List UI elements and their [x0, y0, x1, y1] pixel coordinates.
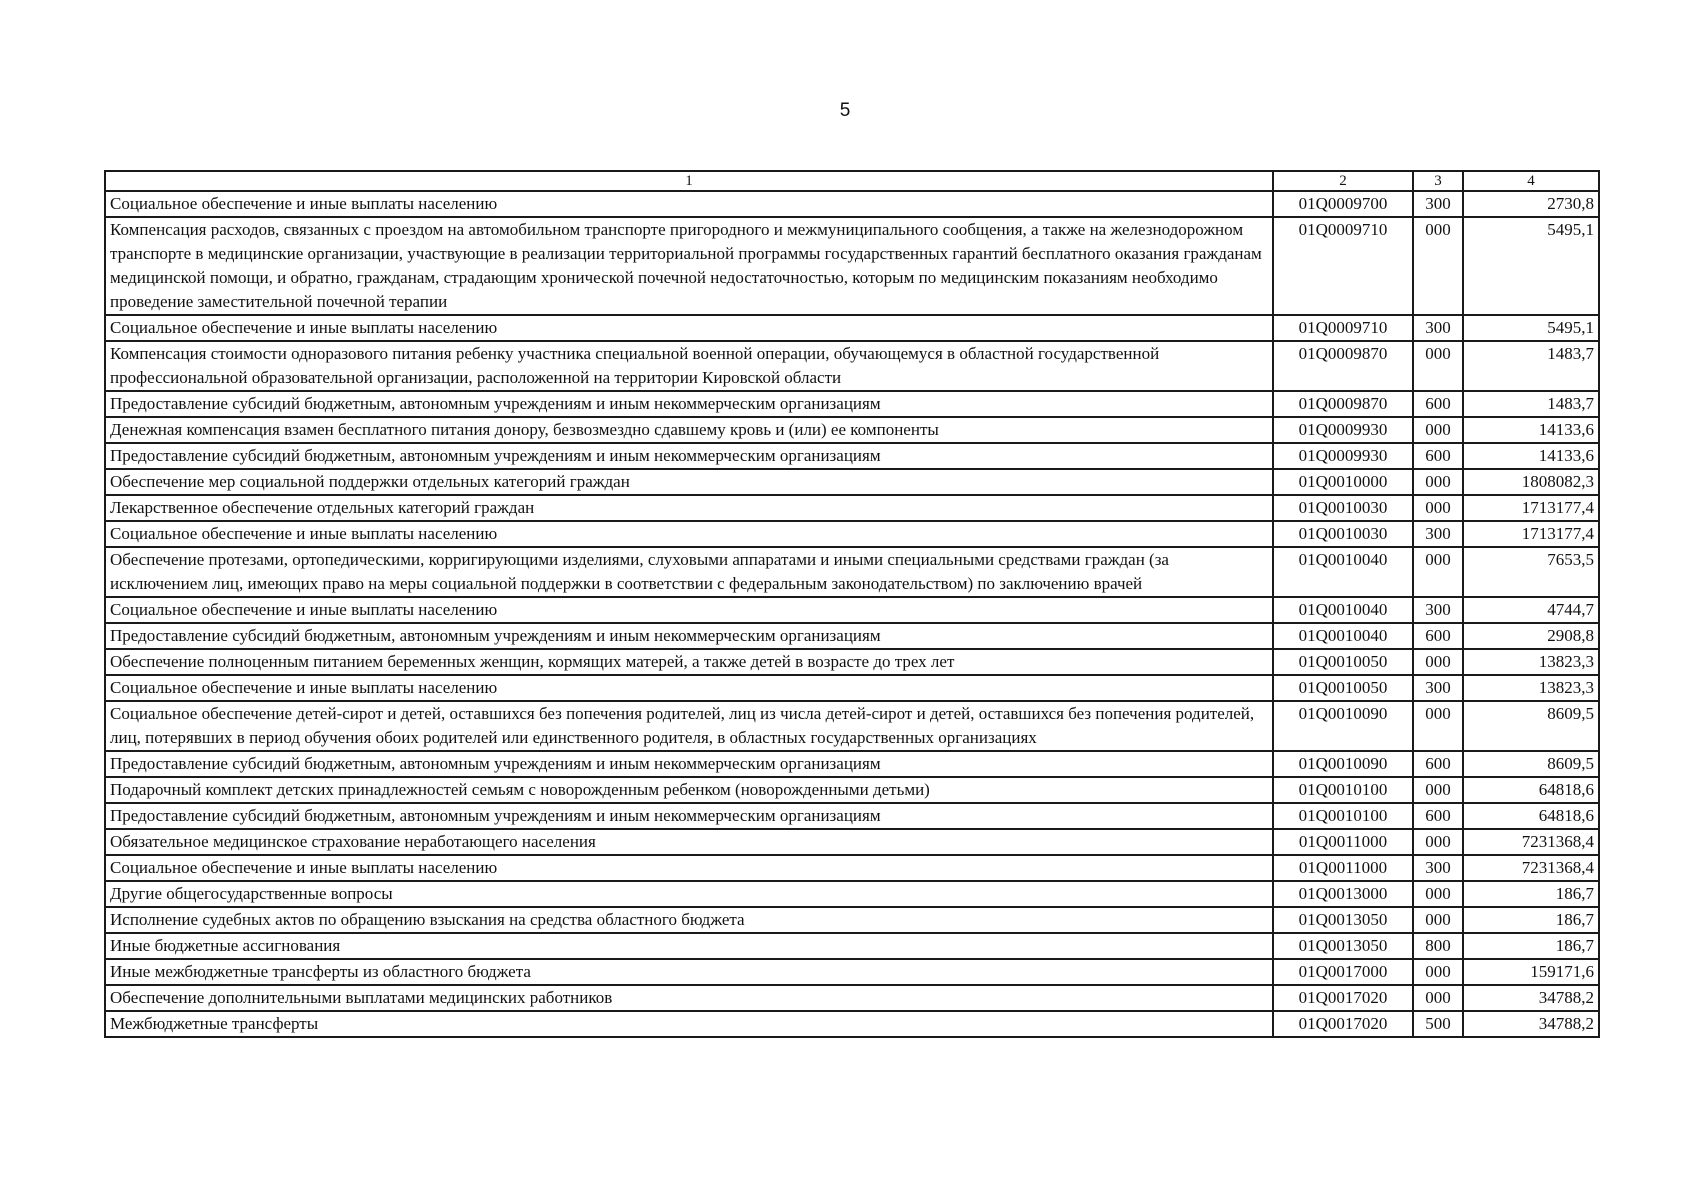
table-row [105, 315, 1599, 341]
row-description: Социальное обеспечение детей-сирот и детей, оставшихся без попечения родителей, лиц из числа детей-сирот и детей, оставшихся без попечения родителей, лиц, потерявших в период обучения обоих родителей или единственного родителя, в областных государственных организациях [105, 701, 1273, 751]
table-row [105, 881, 1599, 907]
row-type-code: 000 [1413, 777, 1463, 803]
row-type-code: 300 [1413, 597, 1463, 623]
row-type-code: 000 [1413, 495, 1463, 521]
table-row [105, 985, 1599, 1011]
row-amount: 159171,6 [1463, 959, 1599, 985]
row-code: 01Q0011000 [1273, 855, 1413, 881]
table-row [105, 803, 1599, 829]
row-code: 01Q0017020 [1273, 1011, 1413, 1037]
row-amount: 34788,2 [1463, 1011, 1599, 1037]
row-code: 01Q0009870 [1273, 391, 1413, 417]
row-amount: 186,7 [1463, 933, 1599, 959]
row-code: 01Q0010100 [1273, 777, 1413, 803]
table-row [105, 649, 1599, 675]
row-description: Социальное обеспечение и иные выплаты населению [105, 675, 1273, 701]
row-amount: 186,7 [1463, 907, 1599, 933]
row-type-code: 000 [1413, 417, 1463, 443]
row-description: Предоставление субсидий бюджетным, автономным учреждениям и иным некоммерческим организациям [105, 623, 1273, 649]
row-code: 01Q0009930 [1273, 417, 1413, 443]
row-type-code: 000 [1413, 907, 1463, 933]
row-type-code: 300 [1413, 855, 1463, 881]
table-row [105, 907, 1599, 933]
row-description: Обязательное медицинское страхование неработающего населения [105, 829, 1273, 855]
budget-table [104, 170, 1600, 1038]
row-code: 01Q0010000 [1273, 469, 1413, 495]
row-amount: 64818,6 [1463, 803, 1599, 829]
row-type-code: 300 [1413, 315, 1463, 341]
row-type-code: 000 [1413, 881, 1463, 907]
table-row [105, 495, 1599, 521]
row-code: 01Q0010050 [1273, 675, 1413, 701]
row-code: 01Q0009870 [1273, 341, 1413, 391]
table-row [105, 547, 1599, 597]
row-code: 01Q0009710 [1273, 315, 1413, 341]
row-type-code: 300 [1413, 675, 1463, 701]
row-description: Иные бюджетные ассигнования [105, 933, 1273, 959]
row-code: 01Q0013050 [1273, 907, 1413, 933]
row-amount: 1713177,4 [1463, 521, 1599, 547]
row-type-code: 000 [1413, 959, 1463, 985]
row-type-code: 600 [1413, 391, 1463, 417]
row-type-code: 500 [1413, 1011, 1463, 1037]
row-description: Межбюджетные трансферты [105, 1011, 1273, 1037]
row-description: Социальное обеспечение и иные выплаты населению [105, 855, 1273, 881]
header-col-2: 2 [1273, 171, 1413, 191]
row-code: 01Q0010090 [1273, 701, 1413, 751]
table-row [105, 675, 1599, 701]
row-type-code: 000 [1413, 985, 1463, 1011]
row-type-code: 000 [1413, 469, 1463, 495]
row-description: Иные межбюджетные трансферты из областного бюджета [105, 959, 1273, 985]
row-description: Социальное обеспечение и иные выплаты населению [105, 521, 1273, 547]
row-amount: 14133,6 [1463, 443, 1599, 469]
table-row [105, 933, 1599, 959]
table-row [105, 391, 1599, 417]
row-description: Предоставление субсидий бюджетным, автономным учреждениям и иным некоммерческим организациям [105, 751, 1273, 777]
row-type-code: 000 [1413, 701, 1463, 751]
row-type-code: 000 [1413, 217, 1463, 315]
row-code: 01Q0017020 [1273, 985, 1413, 1011]
table-row [105, 191, 1599, 217]
row-code: 01Q0013050 [1273, 933, 1413, 959]
row-amount: 1808082,3 [1463, 469, 1599, 495]
row-type-code: 600 [1413, 751, 1463, 777]
table-row [105, 469, 1599, 495]
row-amount: 14133,6 [1463, 417, 1599, 443]
row-description: Компенсация стоимости одноразового питания ребенку участника специальной военной операции, обучающемуся в областной государственной профессиональной образовательной организации, расположенной на территории Кировской области [105, 341, 1273, 391]
row-description: Компенсация расходов, связанных с проездом на автомобильном транспорте пригородного и межмуниципального сообщения, а также на железнодорожном транспорте в медицинские организации, участвующие в реализации территориальной программы государственных гарантий бесплатного оказания гражданам медицинской помощи, и обратно, гражданам, страдающим хронической почечной недостаточностью, которым по медицинским показаниям необходимо проведение заместительной почечной терапии [105, 217, 1273, 315]
table-row [105, 417, 1599, 443]
row-code: 01Q0010040 [1273, 623, 1413, 649]
row-description: Обеспечение протезами, ортопедическими, корригирующими изделиями, слуховыми аппаратами и иными специальными средствами граждан (за исключением лиц, имеющих право на меры социальной поддержки в соответствии с федеральным законодательством) по заключению врачей [105, 547, 1273, 597]
row-description: Подарочный комплект детских принадлежностей семьям с новорожденным ребенком (новорожденными детьми) [105, 777, 1273, 803]
table-row [105, 829, 1599, 855]
row-description: Лекарственное обеспечение отдельных категорий граждан [105, 495, 1273, 521]
table-row [105, 521, 1599, 547]
table-row [105, 597, 1599, 623]
row-type-code: 800 [1413, 933, 1463, 959]
row-type-code: 000 [1413, 547, 1463, 597]
row-type-code: 600 [1413, 623, 1463, 649]
row-amount: 34788,2 [1463, 985, 1599, 1011]
row-description: Предоставление субсидий бюджетным, автономным учреждениям и иным некоммерческим организациям [105, 803, 1273, 829]
row-description: Социальное обеспечение и иные выплаты населению [105, 597, 1273, 623]
row-amount: 1713177,4 [1463, 495, 1599, 521]
row-amount: 5495,1 [1463, 217, 1599, 315]
row-code: 01Q0013000 [1273, 881, 1413, 907]
row-description: Обеспечение дополнительными выплатами медицинских работников [105, 985, 1273, 1011]
row-description: Другие общегосударственные вопросы [105, 881, 1273, 907]
header-col-3: 3 [1413, 171, 1463, 191]
table-row [105, 959, 1599, 985]
row-description: Предоставление субсидий бюджетным, автономным учреждениям и иным некоммерческим организациям [105, 391, 1273, 417]
row-description: Обеспечение мер социальной поддержки отдельных категорий граждан [105, 469, 1273, 495]
row-amount: 1483,7 [1463, 391, 1599, 417]
row-type-code: 300 [1413, 191, 1463, 217]
row-amount: 186,7 [1463, 881, 1599, 907]
row-code: 01Q0009710 [1273, 217, 1413, 315]
row-amount: 7231368,4 [1463, 829, 1599, 855]
row-amount: 7231368,4 [1463, 855, 1599, 881]
table-row [105, 751, 1599, 777]
row-code: 01Q0017000 [1273, 959, 1413, 985]
row-type-code: 600 [1413, 803, 1463, 829]
table-row [105, 443, 1599, 469]
row-description: Предоставление субсидий бюджетным, автономным учреждениям и иным некоммерческим организациям [105, 443, 1273, 469]
row-description: Денежная компенсация взамен бесплатного питания донору, безвозмездно сдавшему кровь и (или) ее компоненты [105, 417, 1273, 443]
row-type-code: 000 [1413, 829, 1463, 855]
row-code: 01Q0011000 [1273, 829, 1413, 855]
row-description: Исполнение судебных актов по обращению взыскания на средства областного бюджета [105, 907, 1273, 933]
row-amount: 8609,5 [1463, 751, 1599, 777]
header-col-1: 1 [105, 171, 1273, 191]
row-amount: 13823,3 [1463, 649, 1599, 675]
row-code: 01Q0010050 [1273, 649, 1413, 675]
row-amount: 13823,3 [1463, 675, 1599, 701]
row-code: 01Q0010100 [1273, 803, 1413, 829]
row-amount: 7653,5 [1463, 547, 1599, 597]
row-type-code: 600 [1413, 443, 1463, 469]
header-row [105, 171, 1599, 191]
table-row [105, 777, 1599, 803]
row-code: 01Q0010040 [1273, 597, 1413, 623]
row-code: 01Q0009700 [1273, 191, 1413, 217]
table-row [105, 341, 1599, 391]
row-amount: 64818,6 [1463, 777, 1599, 803]
row-code: 01Q0010030 [1273, 521, 1413, 547]
table-row [105, 623, 1599, 649]
row-type-code: 300 [1413, 521, 1463, 547]
row-amount: 4744,7 [1463, 597, 1599, 623]
row-code: 01Q0010040 [1273, 547, 1413, 597]
row-amount: 5495,1 [1463, 315, 1599, 341]
row-code: 01Q0010090 [1273, 751, 1413, 777]
row-type-code: 000 [1413, 649, 1463, 675]
table-row [105, 217, 1599, 315]
row-description: Социальное обеспечение и иные выплаты населению [105, 191, 1273, 217]
row-amount: 1483,7 [1463, 341, 1599, 391]
row-amount: 2908,8 [1463, 623, 1599, 649]
row-description: Обеспечение полноценным питанием беременных женщин, кормящих матерей, а также детей в возрасте до трех лет [105, 649, 1273, 675]
header-col-4: 4 [1463, 171, 1599, 191]
row-type-code: 000 [1413, 341, 1463, 391]
row-code: 01Q0010030 [1273, 495, 1413, 521]
row-code: 01Q0009930 [1273, 443, 1413, 469]
page-number: 5 [839, 100, 851, 121]
table-row [105, 855, 1599, 881]
table-row [105, 1011, 1599, 1037]
table-row [105, 701, 1599, 751]
row-amount: 2730,8 [1463, 191, 1599, 217]
row-description: Социальное обеспечение и иные выплаты населению [105, 315, 1273, 341]
row-amount: 8609,5 [1463, 701, 1599, 751]
